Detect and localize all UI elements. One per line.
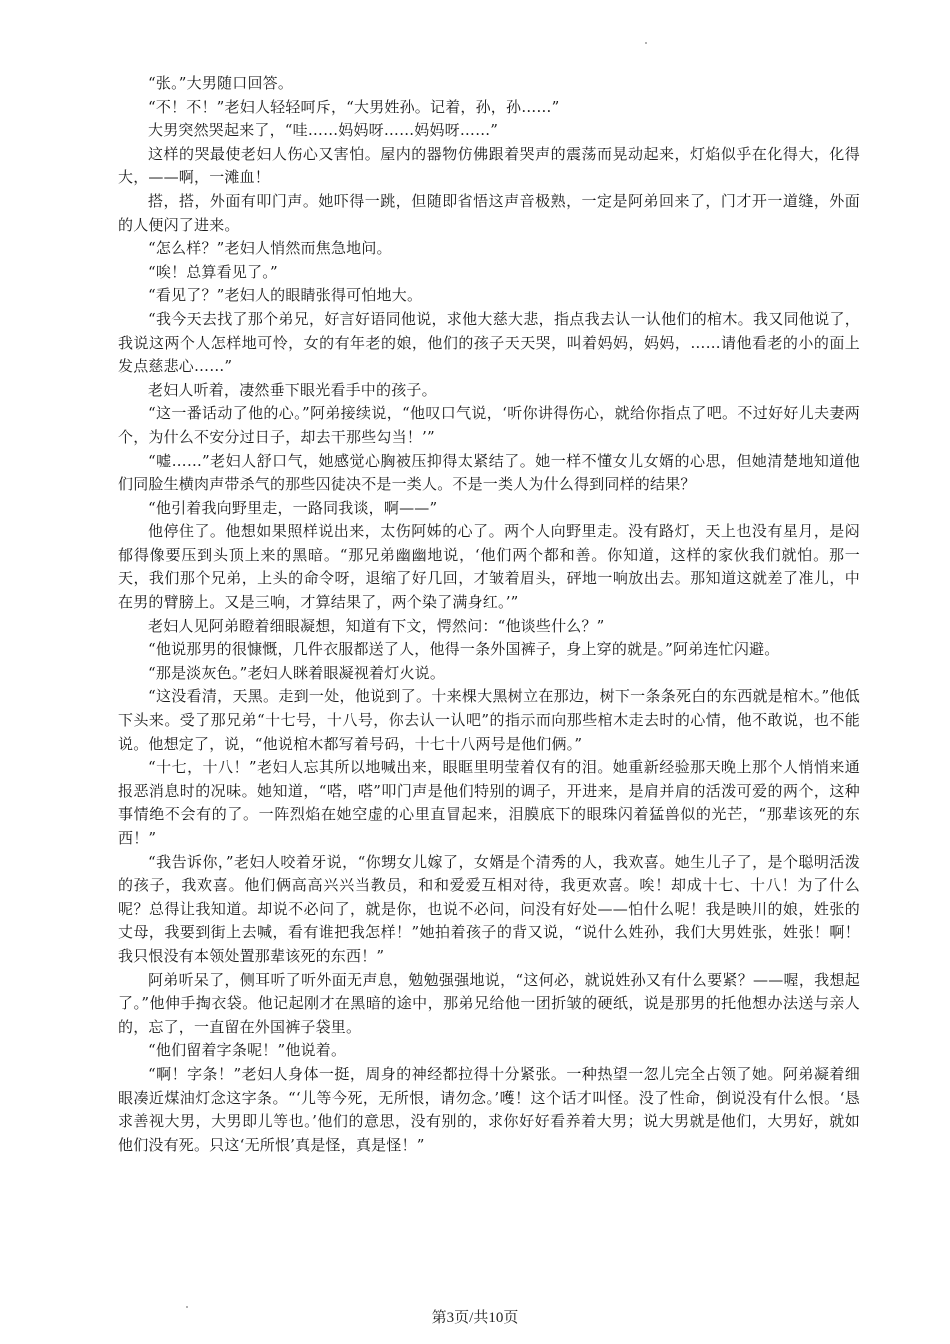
paragraph: “啊！字条！”老妇人身体一挺，周身的神经都拉得十分紧张。一种热望一忽儿完全占领了她。阿弟凝着细眼凑近煤油灯念这字条。“‘儿等今死，无所恨，请勿念。’嚄！这个话才叫怪。没了性命，倒说没有什么恨。‘恳求善视大男，大男即儿等也。’他们的意思，没有别的，求你好好看养着大男；说大男就是他们，大男好，就如他们没有死。只这‘无所恨’真是怪，真是怪！” (118, 1064, 860, 1154)
paragraph: 大男突然哭起来了，“哇……妈妈呀……妈妈呀……” (148, 121, 499, 140)
scan-speck (645, 42, 647, 44)
paragraph: “嘘……”老妇人舒口气，她感觉心胸被压抑得太紧结了。她一样不懂女儿女婿的心思，但她清楚地知道他们同脸生横肉声带杀气的那些囚徒决不是一类人。不是一类人为什么得到同样的结果？ (118, 451, 860, 494)
paragraph: 老妇人见阿弟瞪着细眼凝想，知道有下文，愕然问：“他谈些什么？” (148, 616, 605, 635)
paragraph: “这没看清，天黑。走到一处，他说到了。十来棵大黑树立在那边，树下一条条死白的东西就是棺木。”他低下头来。受了那兄弟“十七号，十八号，你去认一认吧”的指示而向那些棺木走去时的心情，他不敢说，也不能说。他想定了，说，“他说棺木都写着号码，十七十八两号是他们俩。” (118, 687, 860, 753)
paragraph: “怎么样？”老妇人悄然而焦急地问。 (148, 239, 392, 258)
paragraph: 老妇人听着，凄然垂下眼光看手中的孩子。 (148, 380, 437, 399)
paragraph: “他引着我向野里走，一路同我谈，啊——” (148, 498, 438, 517)
paragraph: “唉！总算看见了。” (148, 262, 278, 281)
paragraph: 这样的哭最使老妇人伤心又害怕。屋内的器物仿佛跟着哭声的震荡而晃动起来，灯焰似乎在化得大，化得大，——啊，一滩血！ (118, 144, 860, 187)
paragraph: “张。”大男随口回答。 (148, 74, 294, 92)
paragraph: “我告诉你，”老妇人咬着牙说，“你甥女儿嫁了，女婿是个清秀的人，我欢喜。她生儿子了，是个聪明活泼的孩子，我欢喜。他们俩高高兴兴当教员，和和爱爱互相对待，我更欢喜。唉！却成十七、十八！为了什么呢？总得让我知道。却说不必问了，就是你，也说不必问，问没有好处——怕什么呢！我是映川的娘，姓张的丈母，我要到街上去喊，看有谁把我怎样！”她拍着孩子的背又说，“说什么姓孙，我们大男姓张，姓张！啊！我只恨没有本领处置那辈该死的东西！” (118, 852, 860, 965)
page-number: 第3页/共10页 (431, 1310, 519, 1326)
paragraph: “看见了？”老妇人的眼睛张得可怕地大。 (148, 286, 423, 305)
paragraph: “不！不！”老妇人轻轻呵斥，“大男姓孙。记着，孙，孙……” (148, 97, 560, 116)
paragraph: 他停住了。他想如果照样说出来，太伤阿姊的心了。两个人向野里走。没有路灯，天上也没有星月，是闷郁得像要压到头顶上来的黑暗。“那兄弟幽幽地说，‘他们两个都和善。你知道，这样的家伙我们就怕。那一天，我们那个兄弟，上头的命令呀，退缩了好几回，才皱着眉头，砰地一响放出去。那知道这就差了准儿，中在男的臂膀上。又是三响，才算结果了，两个染了满身红。’” (118, 522, 860, 612)
paragraph: “这一番话动了他的心。”阿弟接续说，“他叹口气说，‘听你讲得伤心，就给你指点了吧。不过好好儿夫妻两个，为什么不安分过日子，却去干那些勾当！’” (118, 404, 860, 446)
paragraph: “我今天去找了那个弟兄，好言好语同他说，求他大慈大悲，指点我去认一认他们的棺木。我又同他说了，我说这两个人怎样地可怜，女的有年老的娘，他们的孩子天天哭，叫着妈妈，妈妈，……请他看老的小的面上发点慈悲心……” (118, 309, 860, 376)
paragraph: “十七，十八！”老妇人忘其所以地喊出来，眼眶里明莹着仅有的泪。她重新经验那天晚上那个人悄悄来通报恶消息时的况味。她知道，“嗒，嗒”叩门声是他们特别的调子，开进来，是肩并肩的活泼可爱的两个，这种事情绝不会有的了。一阵烈焰在她空虚的心里直冒起来，泪膜底下的眼珠闪着猛兽似的光芒，“那辈该死的东西！” (118, 758, 860, 847)
body-text (118, 72, 860, 1157)
paragraph: 搭，搭，外面有叩门声。她吓得一跳，但随即省悟这声音极熟，一定是阿弟回来了，门才开一道缝，外面的人便闪了进来。 (118, 191, 860, 234)
paragraph: “他们留着字条呢！”他说着。 (148, 1041, 347, 1060)
paragraph: “他说那男的很慷慨，几件衣服都送了人，他得一条外国裤子，身上穿的就是。”阿弟连忙闪避。 (148, 640, 780, 659)
paragraph: 阿弟听呆了，侧耳听了听外面无声息，勉勉强强地说，“这何必，就说姓孙又有什么要紧？——喔，我想起了。”他伸手掏衣袋。他记起刚才在黑暗的途中，那弟兄给他一团折皱的硬纸，说是那男的托他想办法送与亲人的，忘了，一直留在外国裤子袋里。 (118, 970, 860, 1036)
paragraph: “那是淡灰色。”老妇人眯着眼凝视着灯火说。 (148, 663, 446, 682)
